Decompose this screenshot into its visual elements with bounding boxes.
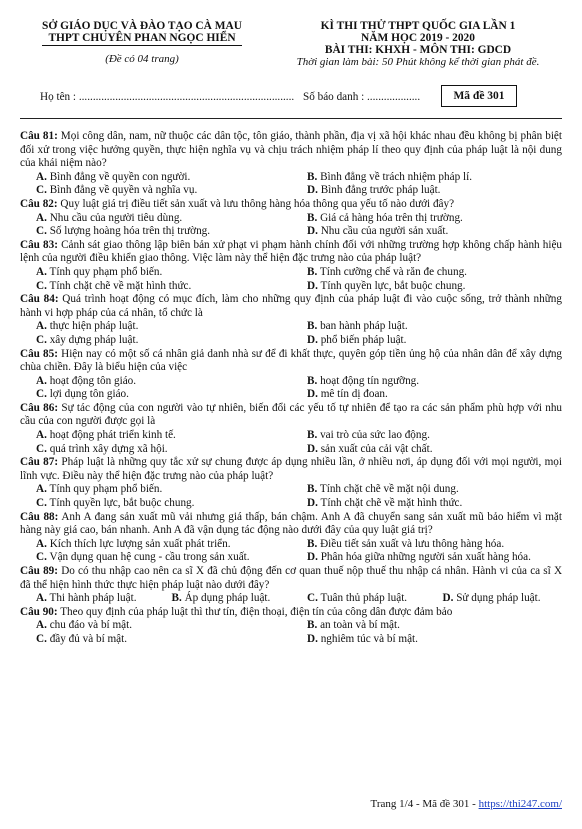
question-block [20,456,562,510]
question-number: Câu 89: [20,565,58,577]
option-row [20,388,562,402]
question-block [20,348,562,402]
question-stem: Anh A đang sản xuất mũ vải nhưng giá thấp, bán chậm. Anh A đã chuyển sang sản xuất mũ bảo hiểm vì mặt hàng này giá cao, bán nhanh. Anh A đã vận dụng tác động nào dưới đây của quy luật giá trị? [20,510,562,537]
option-text: Giá cả hàng hóa trên thị trường. [320,211,463,224]
question-number: Câu 84: [20,293,59,306]
option-text: Bình đẳng về quyền và nghĩa vụ. [49,184,198,197]
answer-option [291,212,562,226]
question-number: Câu 82: [20,197,58,210]
answer-option [291,633,562,647]
option-letter: C. [36,388,47,401]
question-block [20,511,562,565]
answer-option [291,184,562,198]
answer-option [20,551,291,565]
answer-option [20,280,291,294]
option-row [20,266,562,280]
question-block [20,293,562,347]
option-letter: A. [36,170,47,183]
answer-option [20,633,291,647]
question-text [20,565,562,592]
option-letter: D. [307,333,318,346]
option-letter: A. [36,483,47,496]
subject-line: BÀI THI: KHXH - MÔN THI: GDCD [324,44,512,56]
question-text [20,198,562,212]
option-letter: C. [36,225,47,238]
answer-option [291,375,562,389]
option-letter: A. [36,211,47,224]
question-number: Câu 90: [20,605,58,618]
answer-option [20,266,291,280]
option-letter: A. [36,537,47,550]
option-letter: A. [36,265,47,278]
answer-option [156,592,292,606]
option-text: nghiêm túc và bí mật. [320,632,418,645]
option-text: Phân hóa giữa những người sản xuất hàng hóa. [320,551,531,564]
option-text: Tính cưỡng chế và răn đe chung. [319,265,467,278]
option-text: an toàn và bí mật. [320,619,400,632]
option-text: Nhu cầu của người sản xuất. [320,225,449,238]
source-link[interactable]: https://thi247.com/ [478,798,562,810]
question-block [20,130,562,198]
answer-option [20,483,291,497]
question-number: Câu 86: [20,401,59,414]
option-row [20,171,562,185]
option-text: thực hiện pháp luật. [49,320,139,333]
answer-option [291,266,562,280]
option-row [20,443,562,457]
answer-option [20,538,291,552]
question-number: Câu 81: [20,130,58,142]
school-year: NĂM HỌC 2019 - 2020 [361,32,475,44]
option-text: Tính chặt chẽ về mặt hình thức. [49,279,192,292]
question-number: Câu 85: [20,347,58,360]
school-header [26,20,258,65]
option-text: hoạt động tôn giáo. [49,374,137,387]
option-letter: B. [307,483,318,496]
question-stem: Theo quy định của pháp luật thì thư tín, điện thoại, điện tín của công dân được đảm bảo [60,605,453,618]
answer-option [20,225,291,239]
option-letter: C. [36,551,47,564]
answer-option [291,320,562,334]
option-letter: A. [36,619,47,632]
option-row [20,429,562,443]
option-row [20,633,562,647]
option-row [20,483,562,497]
header-divider [20,118,562,119]
question-number: Câu 88: [20,510,59,523]
answer-option [291,592,427,606]
option-text: Tính quyền lực, bắt buộc chung. [320,279,466,292]
option-text: mê tín dị đoan. [320,388,388,401]
school-name: THPT CHUYÊN PHAN NGỌC HIỂN [42,32,241,46]
option-text: Vận dụng quan hệ cung - cầu trong sản xuất. [49,551,250,564]
question-text [20,402,562,429]
answer-option [20,212,291,226]
option-row [20,334,562,348]
answer-option [20,443,291,457]
option-row [20,320,562,334]
option-text: lợi dụng tôn giáo. [49,388,129,401]
answer-option [20,184,291,198]
option-letter: B. [307,320,318,333]
question-text [20,348,562,375]
option-text: phổ biến pháp luật. [320,333,407,346]
option-letter: A. [36,374,47,387]
option-letter: C. [307,592,318,605]
answer-option [20,592,156,606]
option-text: Tính chặt chẽ về mặt nội dung. [319,483,459,496]
candidate-info [40,91,426,103]
answer-option [20,497,291,511]
answer-option [20,334,291,348]
answer-option [291,538,562,552]
question-block [20,239,562,293]
option-letter: B. [307,211,318,224]
option-text: hoạt động phát triển kinh tế. [49,429,176,442]
option-text: Thi hành pháp luật. [49,592,137,605]
answer-option [291,225,562,239]
option-letter: C. [36,497,47,510]
answer-option [291,483,562,497]
exam-title: KÌ THI THỬ THPT QUỐC GIA LẦN 1 [320,20,516,32]
exam-code-box: Mã đề 301 [441,85,517,107]
question-text [20,130,562,171]
option-text: ban hành pháp luật. [320,320,408,333]
option-row [20,497,562,511]
question-text [20,456,562,483]
option-row [20,375,562,389]
option-text: Bình đẳng trước pháp luật. [320,184,441,197]
exam-header [270,20,566,68]
option-text: sản xuất của cải vật chất. [320,442,433,455]
answer-option [20,429,291,443]
option-letter: D. [307,442,318,455]
option-letter: A. [36,429,47,442]
answer-option [291,619,562,633]
option-text: Tính quy phạm phổ biến. [49,483,163,496]
option-row [20,619,562,633]
department-name: SỞ GIÁO DỤC VÀ ĐÀO TẠO CÀ MAU [42,20,242,32]
option-row [20,551,562,565]
option-text: Kích thích lực lượng sản xuất phát triển. [49,537,231,550]
question-number: Câu 87: [20,456,59,469]
answer-option [291,551,562,565]
question-block [20,565,562,606]
option-text: vai trò của sức lao động. [320,429,430,442]
option-letter: B. [307,619,318,632]
answer-option [291,388,562,402]
option-text: Áp dụng pháp luật. [184,592,271,605]
option-row [20,538,562,552]
option-row [20,212,562,226]
answer-option [20,171,291,185]
answer-option [20,619,291,633]
option-letter: B. [307,537,318,550]
question-list [20,130,562,647]
page-footer [371,798,562,810]
question-block [20,198,562,239]
option-text: Tuân thủ pháp luật. [320,592,408,605]
option-text: Tính chặt chẽ về mặt hình thức. [320,497,463,510]
candidate-name-field: Họ tên : ............................................................................. [40,91,295,103]
question-stem: Do có thu nhập cao nên ca sĩ X đã chủ động đến cơ quan thuế nộp thuế thu nhập cá nhân. Hành vi của ca sĩ X đã thể hiện hình thức thực hiện pháp luật nào dưới đây? [20,565,563,591]
option-text: Bình đẳng về quyền con người. [49,170,191,183]
pages-note: (Đề có 04 trang) [105,53,179,65]
question-text [20,606,562,620]
option-letter: C. [36,442,47,455]
question-stem: Sự tác động của con người vào tự nhiên, biến đổi các yếu tố tự nhiên để tạo ra các sản phẩm phù hợp với nhu cầu của con người được gọi là [20,401,563,428]
option-letter: A. [36,592,47,605]
option-row [20,280,562,294]
option-text: Nhu cầu của người tiêu dùng. [49,211,183,224]
question-stem: Pháp luật là những quy tắc xử sự chung được áp dụng nhiều lần, ở nhiều nơi, áp dụng đối với mọi người, mọi lĩnh vực. Điều này thể hiện đặc trưng nào của pháp luật? [20,456,563,482]
question-block [20,402,562,456]
option-letter: B. [171,592,182,605]
option-letter: D. [307,632,318,645]
answer-option [427,592,563,606]
option-text: quá trình xây dựng xã hội. [49,442,168,455]
option-letter: C. [36,632,47,645]
answer-option [291,497,562,511]
question-stem: Hiện nay có một số cá nhân giả danh nhà sư để đi khất thực, quyên góp tiền ủng hộ của nhân dân để xây dựng chùa chiền. Đây là biểu hiện của việc [20,347,563,374]
option-letter: A. [36,320,47,333]
question-number: Câu 83: [20,238,58,251]
question-text [20,239,562,266]
option-letter: D. [307,184,318,197]
option-text: Điều tiết sản xuất và lưu thông hàng hóa. [320,537,505,550]
option-text: hoạt động tín ngưỡng. [320,374,420,387]
question-stem: Cảnh sát giao thông lập biên bản xử phạt vi phạm hành chính đối với những trường hợp không chấp hành hiệu lệnh của người điều khiển giao thông. Việc làm này thể hiện đặc trưng nào của pháp luật? [20,238,563,265]
answer-option [291,429,562,443]
answer-option [291,280,562,294]
option-text: Sử dụng pháp luật. [456,592,541,605]
option-row [20,184,562,198]
answer-option [291,334,562,348]
question-text [20,293,562,320]
option-row [20,592,562,606]
page-indicator: Trang 1/4 - Mã đề 301 - [370,798,479,810]
answer-option [291,171,562,185]
question-block [20,606,562,647]
option-letter: D. [442,592,454,605]
question-stem: Quá trình hoạt động có mục đích, làm cho những quy định của pháp luật đi vào cuộc sống, trở thành những hành vi hợp pháp của cá nhân, tổ chức là [20,293,562,319]
option-letter: C. [36,333,47,346]
option-text: Tính quyền lực, bắt buộc chung. [49,497,195,510]
answer-option [20,375,291,389]
answer-option [291,443,562,457]
option-text: đầy đủ và bí mật. [49,632,128,645]
option-letter: B. [307,374,318,387]
option-letter: D. [307,497,318,510]
option-letter: D. [307,388,318,401]
option-letter: D. [307,225,318,238]
question-stem: Mọi công dân, nam, nữ thuộc các dân tộc, tôn giáo, thành phần, địa vị xã hội khác nhau đều không bị phân biệt đối xử trong việc hưởng quyền, thực hiện nghĩa vụ và chịu trách nhiệm pháp lí theo quy định của pháp luật là nội dung của khái niệm nào? [20,130,562,170]
option-text: Số lượng hoàng hóa trên thị trường. [49,225,211,238]
question-text [20,511,562,538]
answer-option [20,320,291,334]
question-stem: Quy luật giá trị điều tiết sản xuất và lưu thông hàng hóa thông qua yếu tố nào dưới đây? [60,197,455,210]
candidate-id-field: Số báo danh : ................... [303,91,421,103]
option-text: xây dựng pháp luật. [49,333,139,346]
option-letter: D. [307,279,318,292]
option-row [20,225,562,239]
option-letter: C. [36,279,47,292]
option-text: chu đáo và bí mật. [49,619,133,632]
time-note: Thời gian làm bài: 50 Phút không kể thời gian phát đề. [296,56,540,68]
option-letter: D. [307,551,318,564]
answer-option [20,388,291,402]
option-letter: B. [307,170,318,183]
option-text: Bình đẳng về trách nhiệm pháp lí. [320,170,472,183]
option-text: Tính quy phạm phổ biến. [49,265,163,278]
option-letter: B. [307,265,318,278]
option-letter: C. [36,184,47,197]
option-letter: B. [307,429,318,442]
